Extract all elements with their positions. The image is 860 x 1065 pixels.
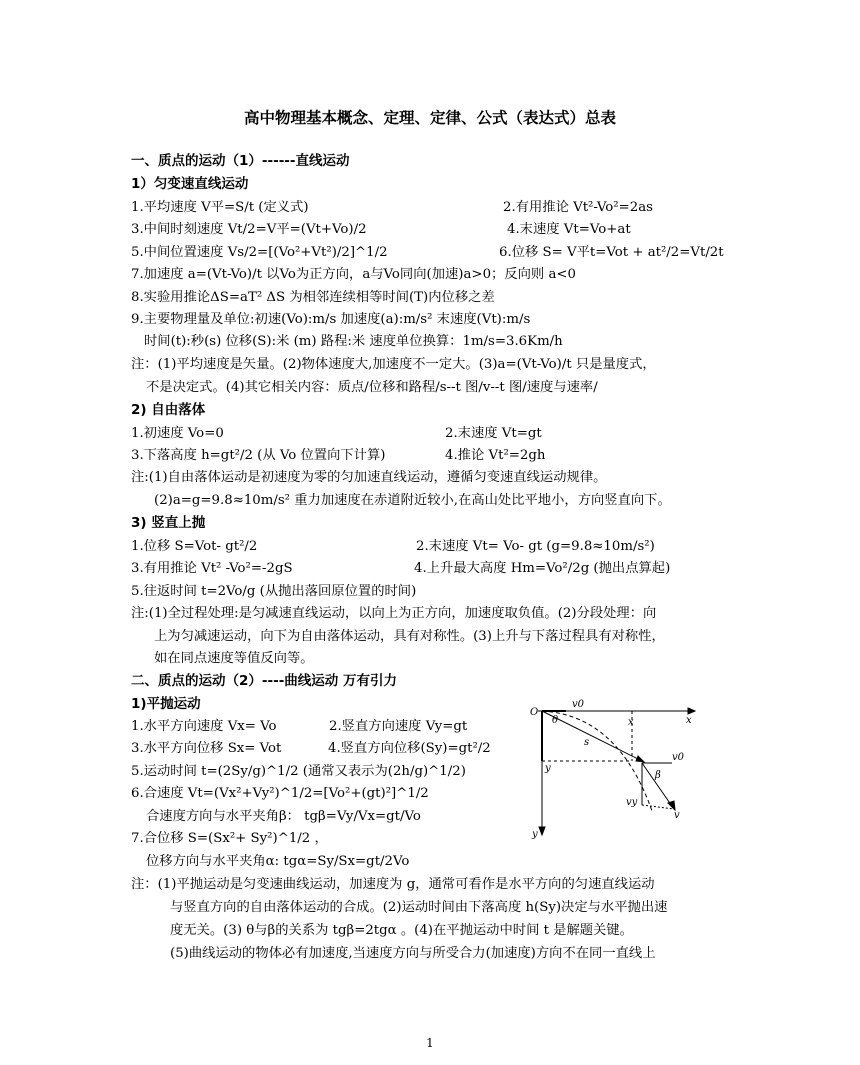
figure-label: x [628, 717, 634, 728]
note-line: 注:(1)自由落体运动是初速度为零的匀加速直线运动，遵循匀变速直线运动规律。 [131, 470, 607, 485]
figure-label: v0 [572, 699, 585, 710]
subsection-heading: 1）匀变速直线运动 [131, 176, 249, 192]
page-number: 1 [426, 1036, 434, 1050]
formula-line: 2.有用推论 Vt²-Vo²=2as [503, 200, 653, 215]
note-line: (2)a=g=9.8≈10m/s² 重力加速度在赤道附近较小,在高山处比平地小，方向竖直向下。 [154, 493, 671, 508]
figure-label: x [686, 715, 692, 726]
formula-line: 2.末速度 Vt= Vo- gt (g=9.8≈10m/s²) [416, 539, 655, 554]
figure-label: v [674, 810, 680, 821]
section-heading: 二、质点的运动（2）----曲线运动 万有引力 [131, 673, 398, 689]
formula-line: 3.有用推论 Vt² -Vo²=-2gS [131, 561, 293, 576]
formula-line: 3.下落高度 h=gt²/2 (从 Vo 位置向下计算) [131, 448, 386, 463]
figure-label: y [545, 763, 551, 774]
note-line: 注：(1)平均速度是矢量。(2)物体速度大,加速度不一定大。(3)a=(Vt-Vo)/t 只是量度式， [131, 357, 656, 372]
note-line: 如在同点速度等值反向等。 [154, 651, 314, 666]
figure-label: y [532, 829, 538, 839]
note-line: 注:(1)全过程处理:是匀减速直线运动，以向上为正方向，加速度取负值。(2)分段处理：向 [131, 606, 657, 621]
formula-line: 时间(t):秒(s) 位移(S):米 (m) 路程:米 速度单位换算：1m/s=3.6Km/h [144, 334, 563, 349]
note-line: (5)曲线运动的物体必有加速度,当速度方向与所受合力(加速度)方向不在同一直线上 [170, 946, 656, 961]
formula-line: 2.竖直方向速度 Vy=gt [329, 719, 468, 734]
formula-line: 1.水平方向速度 Vx= Vo [131, 719, 277, 734]
formula-line: 4.上升最大高度 Hm=Vo²/2g (抛出点算起) [414, 561, 671, 576]
formula-line: 1.位移 S=Vot- gt²/2 [131, 539, 258, 554]
formula-line: 9.主要物理量及单位:初速(Vo):m/s 加速度(a):m/s² 末速度(Vt):m/s [131, 312, 531, 327]
formula-line: 6.合速度 Vt=(Vx²+Vy²)^1/2=[Vo²+(gt)²]^1/2 [131, 786, 429, 801]
figure-label: vy [626, 797, 638, 808]
figure-label: θ [552, 715, 559, 726]
projectile-motion-figure [528, 693, 724, 839]
formula-line: 合速度方向与水平夹角β： tgβ=Vy/Vx=gt/Vo [146, 809, 421, 824]
subsection-heading: 1)平抛运动 [131, 696, 201, 712]
subsection-heading: 2) 自由落体 [131, 402, 206, 418]
formula-line: 8.实验用推论ΔS=aT² ΔS 为相邻连续相等时间(T)内位移之差 [131, 290, 495, 305]
formula-line: 7.加速度 a=(Vt-Vo)/t 以Vo为正方向，a与Vo同向(加速)a>0；反向则 a<0 [131, 267, 576, 282]
formula-line: 1.平均速度 V平=S/t (定义式) [131, 200, 309, 215]
figure-label: β [655, 770, 661, 781]
note-line: 与竖直方向的自由落体运动的合成。(2)运动时间由下落高度 h(Sy)决定与水平抛出速 [170, 900, 668, 915]
formula-line: 3.水平方向位移 Sx= Vot [131, 741, 282, 756]
formula-line: 5.运动时间 t=(2Sy/g)^1/2 (通常又表示为(2h/g)^1/2) [131, 764, 466, 779]
formula-line: 7.合位移 S=(Sx²+ Sy²)^1/2 ， [131, 831, 328, 846]
formula-line: 5.往返时间 t=2Vo/g (从抛出落回原位置的时间) [131, 584, 417, 599]
formula-line: 3.中间时刻速度 Vt/2=V平=(Vt+Vo)/2 [131, 222, 367, 237]
formula-line: 1.初速度 Vo=0 [131, 426, 224, 441]
page-title: 高中物理基本概念、定理、定律、公式（表达式）总表 [243, 109, 616, 127]
figure-label: v0 [672, 752, 685, 763]
note-line: 不是决定式。(4)其它相关内容：质点/位移和路程/s--t 图/v--t 图/速度与速率/ [146, 380, 598, 395]
subsection-heading: 3) 竖直上抛 [131, 515, 206, 531]
formula-line: 4.推论 Vt²=2gh [445, 448, 546, 463]
note-line: 上为匀减速运动，向下为自由落体运动，具有对称性。(3)上升与下落过程具有对称性， [154, 629, 665, 644]
section-heading: 一、质点的运动（1）------直线运动 [131, 153, 350, 169]
note-line: 注：(1)平抛运动是匀变速曲线运动，加速度为 g，通常可看作是水平方向的匀速直线运动 [131, 877, 655, 892]
note-line: 度无关。(3) θ与β的关系为 tgβ=2tgα 。(4)在平抛运动中时间 t 是解题关键。 [170, 923, 633, 938]
formula-line: 6.位移 S= V平t=Vot + at²/2=Vt/2t [499, 245, 724, 260]
formula-line: 4.末速度 Vt=Vo+at [507, 222, 631, 237]
formula-line: 2.末速度 Vt=gt [445, 426, 542, 441]
formula-line: 5.中间位置速度 Vs/2=[(Vo²+Vt²)/2]^1/2 [131, 245, 388, 260]
formula-line: 位移方向与水平夹角α: tgα=Sy/Sx=gt/2Vo [146, 854, 410, 869]
formula-line: 4.竖直方向位移(Sy)=gt²/2 [328, 741, 491, 756]
figure-label: s [584, 737, 590, 748]
figure-label: O [530, 707, 539, 718]
